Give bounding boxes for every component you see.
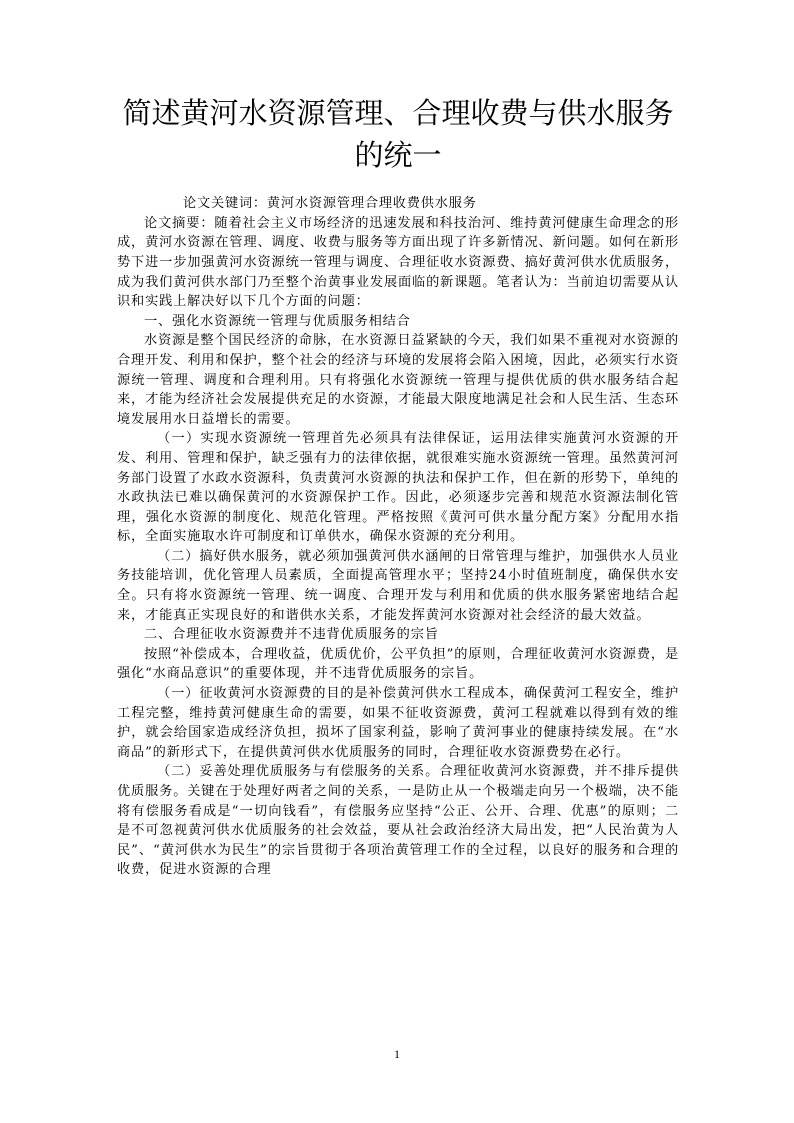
section-heading-1: 一、强化水资源统一管理与优质服务相结合 [144,313,411,329]
body-paragraph: 按照“补偿成本，合理收益，优质优价，公平负担”的原则，合理征收黄河水资源费，是强化“水商品意识”的重要体现，并不违背优质服务的宗旨。 [117,646,679,682]
body-paragraph: 水资源是整个国民经济的命脉，在水资源日益紧缺的今天，我们如果不重视对水资源的合理开发、利用和保护，整个社会的经济与环境的发展将会陷入困境，因此，必须实行水资源统一管理、调度和合理利用。只有将强化水资源统一管理与提供优质的供水服务结合起来，才能为经济社会发展提供充足的水资源，才能最大限度地满足社会和人民生活、生态环境发展用水日益增长的需要。 [117,333,679,427]
section-heading-2: 二、合理征收水资源费并不违背优质服务的宗旨 [144,627,439,643]
body-paragraph: （一）征收黄河水资源费的目的是补偿黄河供水工程成本，确保黄河工程安全，维护工程完整，维持黄河健康生命的需要，如果不征收资源费，黄河工程就难以得到有效的维护，就会给国家造成经济负担，损坏了国家利益，影响了黄河事业的健康持续发展。在“水商品”的新形式下，在提供黄河供水优质服务的同时，合理征收水资源费势在必行。 [117,686,679,760]
keywords-line: 论文关键词：黄河水资源管理合理收费供水服务 [183,196,477,211]
body-paragraph: （二）搞好供水服务，就必须加强黄河供水涵闸的日常管理与维护，加强供水人员业务技能培训，优化管理人员素质，全面提高管理水平；坚持24小时值班制度，确保供水安全。只有将水资源统一管理、统一调度、合理开发与利用和优质的供水服务紧密地结合起来，才能真正实现良好的和谐供水关系，才能发挥黄河水资源对社会经济的最大效益。 [117,548,679,623]
body-paragraph: （二）妥善处理优质服务与有偿服务的关系。合理征收黄河水资源费，并不排斥提供优质服务。关键在于处理好两者之间的关系，一是防止从一个极端走向另一个极端，决不能将有偿服务看成是“一切向钱看”，有偿服务应坚持“公正、公开、合理、优惠”的原则；二是不可忽视黄河供水优质服务的社会效益，要从社会政治经济大局出发，把“人民治黄为人民”、“黄河供水为民生”的宗旨贯彻于各项治黄管理工作的全过程，以良好的服务和合理的收费，促进水资源的合理 [117,764,679,878]
body-paragraph: （一）实现水资源统一管理首先必须具有法律保证，运用法律实施黄河水资源的开发、利用、管理和保护，缺乏强有力的法律依据，就很难实施水资源统一管理。虽然黄河河务部门设置了水政水资源科，负责黄河水资源的执法和保护工作，但在新的形势下，单纯的水政执法已难以确保黄河的水资源保护工作。因此，必须逐步完善和规范水资源法制化管理，强化水资源的制度化、规范化管理。严格按照《黄河可供水量分配方案》分配用水指标，全面实施取水许可制度和订单供水，确保水资源的充分利用。 [117,431,679,545]
document-title: 简述黄河水资源管理、合理收费与供水服务的统一 [122,96,674,172]
abstract-paragraph: 论文摘要：随着社会主义市场经济的迅速发展和科技治河、维持黄河健康生命理念的形成，黄河水资源在管理、调度、收费与服务等方面出现了许多新情况、新问题。如何在新形势下进一步加强黄河水资源统一管理与调度、合理征收水资源费、搞好黄河供水优质服务，成为我们黄河供水部门乃至整个治黄事业发展面临的新课题。笔者认为：当前迫切需要从认识和实践上解决好以下几个方面的问题： [117,215,679,310]
page-number: 1 [394,1047,400,1061]
document-body [117,92,679,880]
